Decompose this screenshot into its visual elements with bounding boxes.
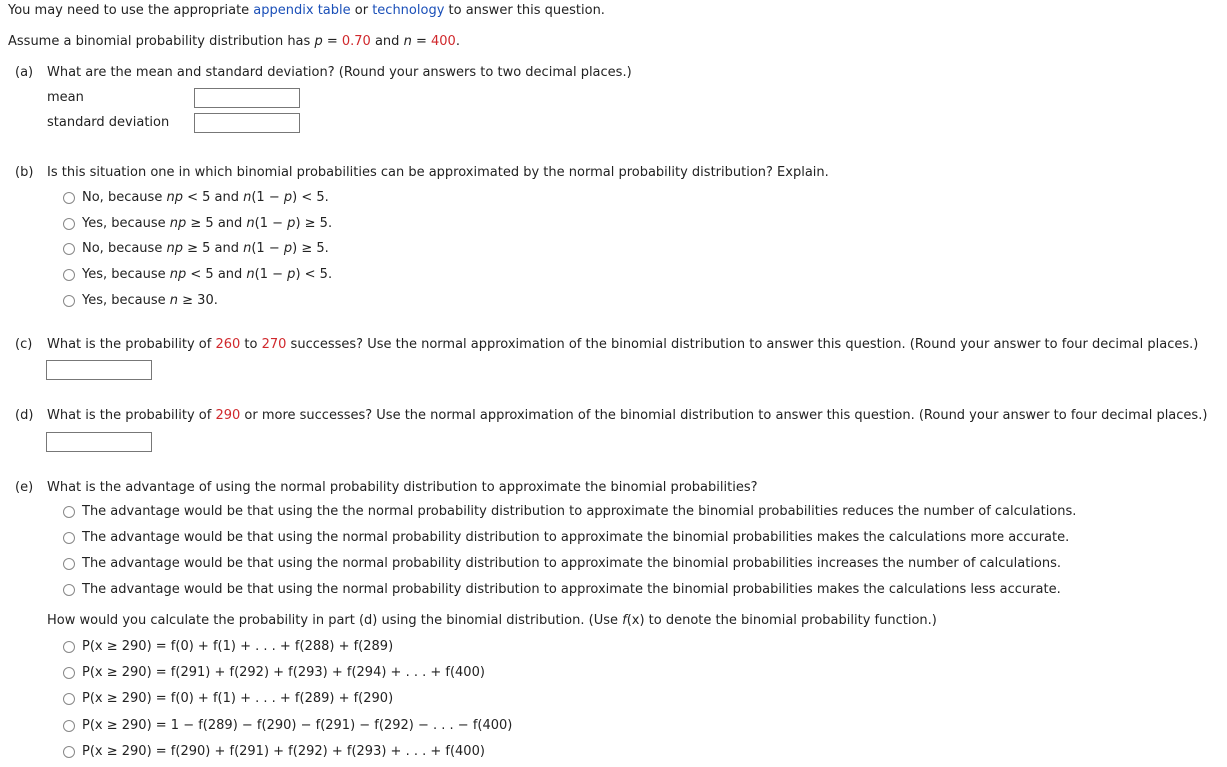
radio-button[interactable] — [63, 720, 75, 732]
mean-input[interactable] — [194, 88, 300, 108]
sd-label: standard deviation — [47, 115, 170, 130]
part-d-value: 290 — [215, 408, 241, 423]
part-c-question — [47, 337, 1198, 353]
assume-pre: Assume a binomial probability distribution has — [8, 34, 315, 49]
followup-x: (x) — [626, 613, 645, 628]
option-text: ) ≥ 5. — [295, 216, 333, 231]
part-c-lower-value: 260 — [215, 337, 241, 352]
part-b-option-label — [82, 293, 218, 309]
part-d-q-pre: What is the probability of — [47, 408, 216, 423]
part-b-option-1[interactable] — [63, 190, 329, 206]
part-c-upper-value: 270 — [261, 337, 287, 352]
radio-button[interactable] — [63, 218, 75, 230]
math-variable: np — [169, 267, 187, 282]
radio-button[interactable] — [63, 269, 75, 281]
part-b-option-4[interactable] — [63, 267, 332, 283]
radio-button[interactable] — [63, 746, 75, 758]
intro-text — [8, 3, 605, 19]
option-text: ≥ 5 and — [186, 216, 247, 231]
part-e-label: (e) — [15, 480, 34, 495]
intro-pre: You may need to use the appropriate — [8, 3, 254, 18]
math-variable: n — [169, 293, 179, 308]
part-e-option-label: The advantage would be that using the the normal probability distribution to approximate the binomial probabilities reduces the number of calculations. — [82, 504, 1077, 519]
option-text: ) < 5. — [295, 267, 333, 282]
math-variable: p — [283, 241, 293, 256]
option-text: (1 − — [251, 190, 284, 205]
part-e-option-label: The advantage would be that using the normal probability distribution to approximate the binomial probabilities makes the calculations less accurate. — [82, 582, 1061, 597]
math-variable: n — [246, 267, 255, 282]
radio-button[interactable] — [63, 641, 75, 653]
part-e-option-3[interactable] — [63, 556, 1061, 572]
standard-deviation-input[interactable] — [194, 113, 300, 133]
formula-option-label: P(x ≥ 290) = f(0) + f(1) + . . . + f(289) + f(290) — [82, 691, 394, 706]
part-e-option-label: The advantage would be that using the normal probability distribution to approximate the binomial probabilities makes the calculations more accurate. — [82, 530, 1070, 545]
option-text: ≥ 30. — [178, 293, 218, 308]
part-d-question — [47, 408, 1207, 424]
part-b-option-label — [82, 216, 332, 232]
option-text: (1 − — [254, 267, 288, 282]
assumption-text — [8, 34, 460, 50]
option-text: ) < 5. — [292, 190, 329, 205]
part-c-q-post: successes? Use the normal approximation of the binomial distribution to answer this question. (Round your answer to four decimal places.) — [286, 337, 1199, 352]
technology-link[interactable]: technology — [372, 3, 445, 18]
formula-option-4[interactable] — [63, 718, 512, 734]
part-b-option-5[interactable] — [63, 293, 218, 309]
option-text: Yes, because — [82, 267, 170, 282]
option-text: < 5 and — [182, 190, 244, 205]
radio-button[interactable] — [63, 693, 75, 705]
formula-option-label: P(x ≥ 290) = f(291) + f(292) + f(293) + f(294) + . . . + f(400) — [82, 665, 485, 680]
option-text: ≥ 5 and — [182, 241, 244, 256]
math-variable: np — [166, 190, 183, 205]
option-text: No, because — [82, 190, 167, 205]
part-e-option-4[interactable] — [63, 582, 1061, 598]
radio-button[interactable] — [63, 506, 75, 518]
radio-button[interactable] — [63, 243, 75, 255]
math-variable: p — [283, 190, 293, 205]
math-variable: np — [166, 241, 183, 256]
part-e-question: What is the advantage of using the normal probability distribution to approximate the binomial probabilities? — [47, 480, 758, 495]
part-b-question: Is this situation one in which binomial probabilities can be approximated by the normal probability distribution? Explain. — [47, 165, 829, 180]
part-a-question: What are the mean and standard deviation? (Round your answers to two decimal places.) — [47, 65, 632, 80]
assume-end: . — [455, 34, 460, 49]
part-d-label: (d) — [15, 408, 34, 423]
option-text: Yes, because — [82, 293, 170, 308]
radio-button[interactable] — [63, 558, 75, 570]
math-variable: p — [287, 267, 296, 282]
formula-option-label: P(x ≥ 290) = 1 − f(289) − f(290) − f(291) − f(292) − . . . − f(400) — [82, 718, 513, 733]
part-b-label: (b) — [15, 165, 34, 180]
p-equals: = — [322, 34, 342, 49]
math-variable: n — [246, 216, 255, 231]
radio-button[interactable] — [63, 667, 75, 679]
part-c-q-mid: to — [240, 337, 262, 352]
part-e-followup-question — [47, 613, 937, 629]
n-variable: n — [403, 34, 412, 49]
math-variable: n — [243, 190, 252, 205]
part-c-q-pre: What is the probability of — [47, 337, 216, 352]
n-value: 400 — [430, 34, 456, 49]
math-variable: p — [287, 216, 296, 231]
radio-button[interactable] — [63, 532, 75, 544]
option-text: (1 − — [251, 241, 284, 256]
intro-mid: or — [350, 3, 373, 18]
part-b-option-3[interactable] — [63, 241, 329, 257]
part-b-option-2[interactable] — [63, 216, 332, 232]
option-text: Yes, because — [82, 216, 170, 231]
p-value: 0.70 — [341, 34, 371, 49]
part-b-option-label — [82, 267, 332, 283]
part-c-label: (c) — [15, 337, 33, 352]
formula-option-5[interactable] — [63, 744, 485, 760]
math-variable: np — [169, 216, 187, 231]
option-text: < 5 and — [186, 267, 247, 282]
followup-f: f — [622, 613, 627, 628]
part-d-q-post: or more successes? Use the normal approximation of the binomial distribution to answer this question. (Round your answer to four decimal places.) — [240, 408, 1208, 423]
radio-button[interactable] — [63, 584, 75, 596]
radio-button[interactable] — [63, 192, 75, 204]
p-variable: p — [314, 34, 323, 49]
option-text: (1 − — [254, 216, 288, 231]
assume-and: and — [370, 34, 404, 49]
formula-option-1[interactable] — [63, 639, 393, 655]
formula-option-label: P(x ≥ 290) = f(0) + f(1) + . . . + f(288) + f(289) — [82, 639, 394, 654]
formula-option-label: P(x ≥ 290) = f(290) + f(291) + f(292) + f(293) + . . . + f(400) — [82, 744, 485, 759]
part-c-answer-input[interactable] — [46, 360, 152, 380]
formula-option-3[interactable] — [63, 691, 393, 707]
part-d-answer-input[interactable] — [46, 432, 152, 452]
part-b-option-label — [82, 241, 329, 257]
part-e-option-1[interactable] — [63, 504, 1076, 520]
followup-pre: How would you calculate the probability in part (d) using the binomial distribution. (Use — [47, 613, 623, 628]
n-equals: = — [411, 34, 431, 49]
option-text: ) ≥ 5. — [292, 241, 329, 256]
mean-label: mean — [47, 90, 84, 105]
formula-option-2[interactable] — [63, 665, 485, 681]
part-a-label: (a) — [15, 65, 34, 80]
option-text: No, because — [82, 241, 167, 256]
math-variable: n — [243, 241, 252, 256]
part-b-option-label — [82, 190, 329, 206]
intro-post: to answer this question. — [444, 3, 605, 18]
radio-button[interactable] — [63, 295, 75, 307]
followup-post: to denote the binomial probability function.) — [644, 613, 937, 628]
appendix-table-link[interactable]: appendix table — [253, 3, 351, 18]
part-e-option-2[interactable] — [63, 530, 1069, 546]
part-e-option-label: The advantage would be that using the normal probability distribution to approximate the binomial probabilities increases the number of calculations. — [82, 556, 1062, 571]
